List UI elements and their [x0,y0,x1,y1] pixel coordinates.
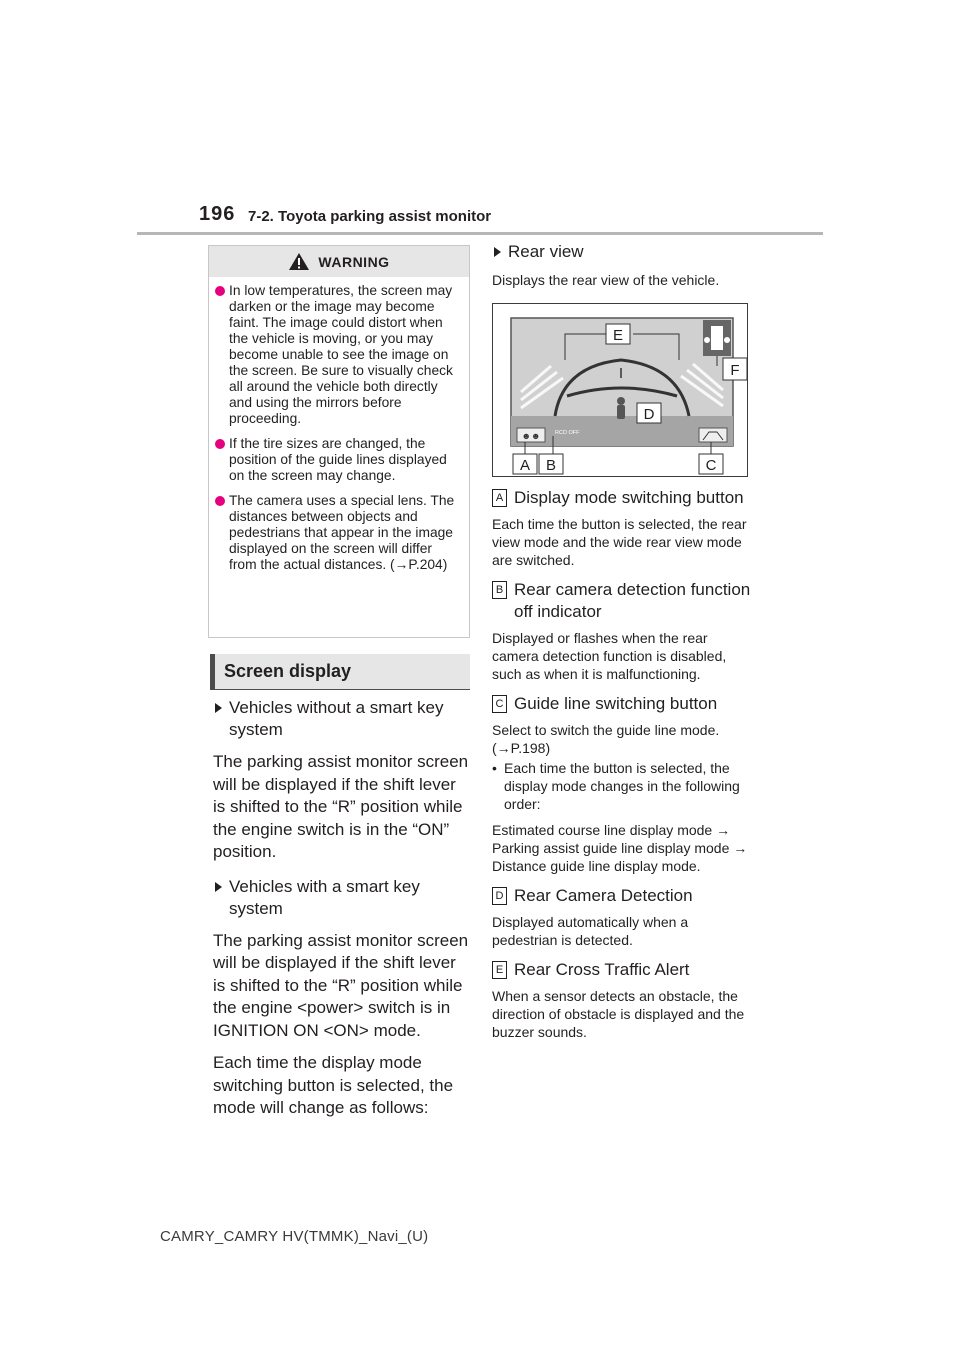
item-e-description: When a sensor detects an obstacle, the direction of obstacle is displayed and the buzzer sounds. [492,988,745,1040]
warning-triangle-icon [288,252,310,271]
letter-box-c: C [492,695,507,713]
warning-item-text: If the tire sizes are changed, the position of the guide lines displayed on the screen may change. [229,436,447,483]
item-c-description: Select to switch the guide line mode. (→P.198) [492,722,720,756]
footer-model: CAMRY_CAMRY HV(TMMK)_Navi_(U) [160,1228,429,1245]
callout-b: B [545,457,557,474]
item-c-order: Estimated course line display mode → Parking assist guide line display mode → Distance guide line display mode. [492,822,748,874]
rear-view-heading: Rear view [492,241,754,263]
right-column [492,241,754,1041]
item-a-heading: A Display mode switching button [492,487,754,509]
item-c-bullet: • Each time the button is selected, the display mode changes in the following order: [492,760,740,812]
letter-box-a: A [492,489,507,507]
rear-view-diagram [492,303,748,477]
no-smart-key-heading: Vehicles without a smart key system [213,697,471,741]
left-column [213,695,471,1120]
item-c-heading: C Guide line switching button [492,693,754,715]
bullet-dot-icon [215,496,225,506]
item-d-heading: D Rear Camera Detection [492,885,754,907]
no-smart-key-paragraph: The parking assist monitor screen will be displayed if the shift lever is shifted to the “R” position while the engine switch is in the “ON” position. [213,752,469,861]
mode-change-paragraph: Each time the display mode switching button is selected, the mode will change as follows: [213,1053,454,1117]
letter-box-e: E [492,961,507,979]
header-divider [137,232,823,235]
rcd-off-indicator: RCD OFF [555,430,580,436]
smart-key-heading: Vehicles with a smart key system [213,876,471,920]
callout-f: F [730,362,740,379]
callout-c: C [705,457,717,474]
item-b-description: Displayed or flashes when the rear camera detection function is disabled, such as when it is malfunctioning. [492,630,727,682]
warning-title: WARNING [318,253,390,270]
rear-view-description: Displays the rear view of the vehicle. [492,272,720,288]
triangle-bullet-icon [215,882,222,892]
screen-display-heading: Screen display [210,654,470,690]
warning-item [215,436,459,484]
warning-item-text: The camera uses a special lens. The distances between objects and pedestrians that appear in the image displayed on the screen will differ from the actual distances. (→P.204) [229,493,455,572]
bullet-dot-icon [215,439,225,449]
triangle-bullet-icon [494,247,501,257]
page-number: 196 [199,203,236,225]
warning-header [209,246,469,277]
smart-key-paragraph: The parking assist monitor screen will be displayed if the shift lever is shifted to the “R” position while the engine <power> switch is in IGNITION ON <ON> mode. [213,930,469,1040]
item-a-description: Each time the button is selected, the rear view mode and the wide rear view mode are switched. [492,516,747,568]
warning-item [215,493,459,573]
callout-a: A [519,457,531,474]
svg-text:☻☻: ☻☻ [521,431,541,441]
callout-e: E [612,327,624,344]
section-title: 7-2. Toyota parking assist monitor [248,208,492,225]
triangle-bullet-icon [215,703,222,713]
warning-box [208,245,470,638]
letter-box-d: D [492,887,507,905]
letter-box-b: B [492,581,507,599]
callout-d: D [643,406,655,423]
rear-camera-screen-illustration [493,304,749,478]
page-header [0,0,960,240]
item-b-heading: B Rear camera detection function off indicator [492,579,754,623]
bullet-dot-icon [215,286,225,296]
warning-item-text: In low temperatures, the screen may darken or the image may become faint. The image could distort when the vehicle is moving, or you may become unable to see the image on the screen. Be sure to visually check all around the vehicle both directly and using the mirrors before proceeding. [229,283,453,426]
warning-item [215,283,459,427]
item-e-heading: E Rear Cross Traffic Alert [492,959,754,981]
item-d-description: Displayed automatically when a pedestrian is detected. [492,914,689,948]
